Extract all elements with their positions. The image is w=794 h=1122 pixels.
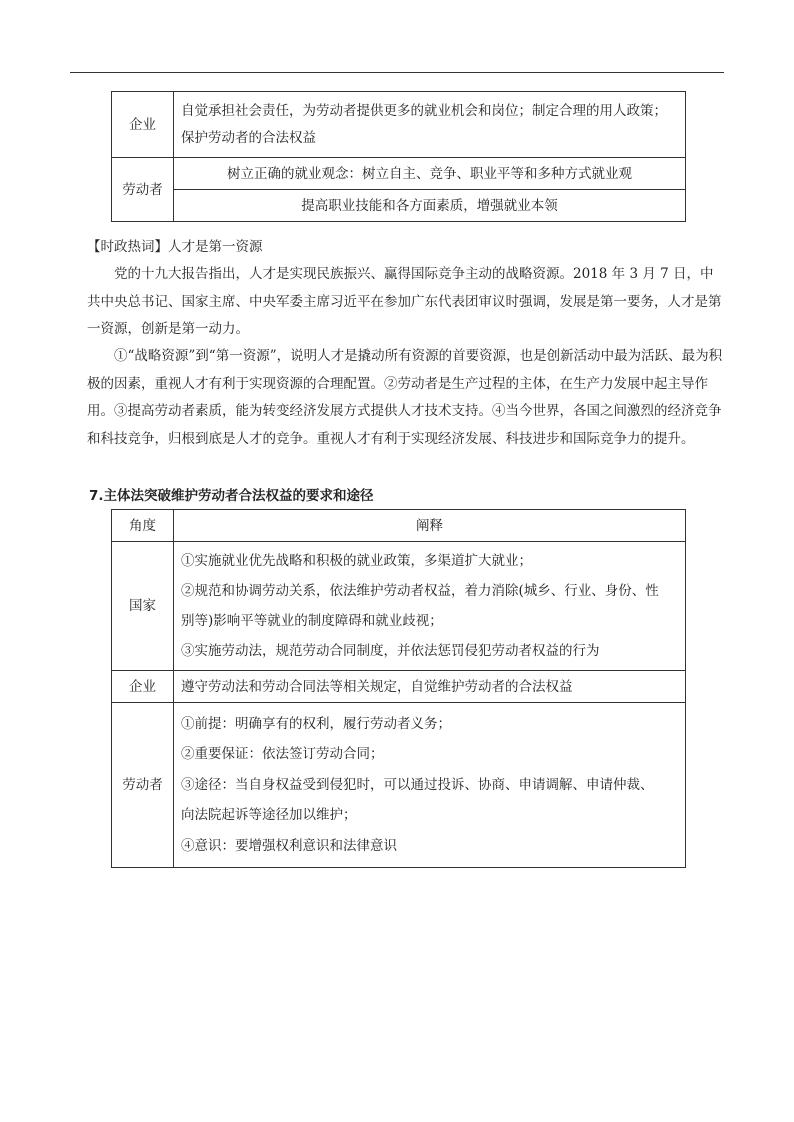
enterprise-line: 自觉承担社会责任，为劳动者提供更多的就业机会和岗位；制定合理的用人政策；	[181, 102, 667, 119]
hot-term-heading	[87, 234, 263, 260]
table-row	[112, 542, 686, 671]
table-row	[112, 158, 686, 190]
paragraph-intro: 党的十九大报告指出，人才是实现民族振兴、赢得国际竞争主动的战略资源。2018 年 3 月 7 日，中共中央总书记、国家主席、中央军委主席习近平在参加广东代表团审议时强调，发展是第一要务，人才是第一资源，创新是第一动力。	[87, 266, 722, 337]
worker-cell	[174, 703, 686, 868]
section-heading: 7.主体法突破维护劳动者合法权益的要求和途径	[89, 488, 374, 504]
row-label-enterprise: 企业	[112, 671, 174, 703]
row-label-worker: 劳动者	[112, 158, 174, 222]
row-label-enterprise: 企业	[112, 92, 174, 158]
enterprise-cell: 遵守劳动法和劳动合同法等相关规定，自觉维护劳动者的合法权益	[174, 671, 686, 703]
enterprise-line: 保护劳动者的合法权益	[181, 129, 316, 146]
worker-line: ④意识：要增强权利意识和法律意识	[181, 837, 397, 854]
employment-responsibility-table	[111, 91, 686, 222]
worker-cell-1: 树立正确的就业观念：树立自主、竞争、职业平等和多种方式就业观	[174, 158, 686, 190]
table-header-row	[112, 510, 686, 542]
worker-line: ③途径：当自身权益受到侵犯时，可以通过投诉、协商、申请调解、申请仲裁、	[181, 776, 654, 793]
worker-line: ②重要保证：依法签订劳动合同；	[181, 746, 384, 763]
state-line: ③实施劳动法，规范劳动合同制度，并依法惩罚侵犯劳动者权益的行为	[181, 643, 600, 659]
state-line: 别等)影响平等就业的制度障碍和就业歧视；	[181, 613, 443, 629]
paragraph-analysis: ①“战略资源”到“第一资源”，说明人才是撬动所有资源的首要资源，也是创新活动中最为活跃、最为积极的因素，重视人才有利于实现资源的合理配置。②劳动者是生产过程的主体，在生产力发展中起主导作用。③提高劳动者素质，能为转变经济发展方式提供人才技术支持。④当今世界，各国之间激烈的经济竞争和科技竞争，归根到底是人才的竞争。重视人才有利于实现经济发展、科技进步和国际竞争力的提升。	[87, 348, 723, 447]
enterprise-cell	[174, 92, 686, 158]
hot-term-bracket: 【时政热词】	[87, 239, 168, 255]
row-label-worker: 劳动者	[112, 703, 174, 868]
state-line: ①实施就业优先战略和积极的就业政策，多渠道扩大就业；	[181, 553, 532, 569]
row-label-state: 国家	[112, 542, 174, 671]
header-rule	[70, 72, 724, 73]
header-explain: 阐释	[174, 510, 686, 542]
rights-protection-table	[111, 509, 686, 868]
state-cell	[174, 542, 686, 671]
hot-term-title: 人才是第一资源	[168, 239, 263, 255]
worker-line: ①前提：明确享有的权利，履行劳动者义务；	[181, 715, 451, 732]
header-angle: 角度	[112, 510, 174, 542]
state-line: ②规范和协调劳动关系，依法维护劳动者权益，着力消除(城乡、行业、身份、性	[181, 583, 659, 599]
table-row	[112, 671, 686, 703]
worker-line: 向法院起诉等途径加以维护；	[181, 807, 357, 824]
table-row	[112, 190, 686, 222]
table-row	[112, 703, 686, 868]
table-row	[112, 92, 686, 158]
worker-cell-2: 提高职业技能和各方面素质，增强就业本领	[174, 190, 686, 222]
